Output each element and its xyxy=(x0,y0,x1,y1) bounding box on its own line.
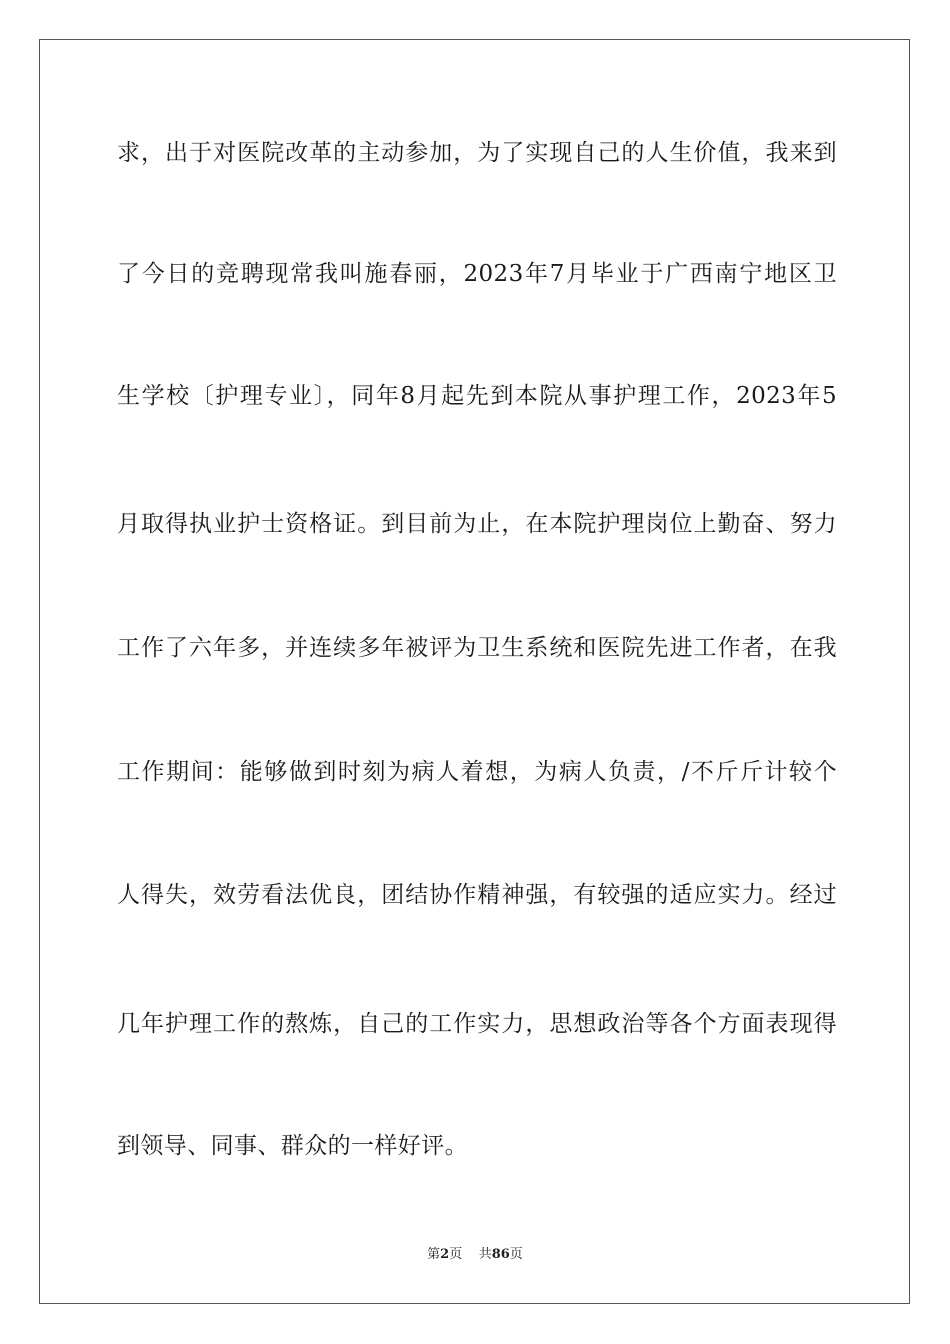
footer-page-prefix: 第 xyxy=(427,1247,441,1262)
body-line-9: 到领导、同事、群众的一样好评。 xyxy=(117,1133,468,1159)
body-line-8: 几年护理工作的熬炼，自己的工作实力，思想政治等各个方面表现得 xyxy=(117,1011,837,1037)
footer-total-unit: 页 xyxy=(509,1247,523,1262)
page-footer xyxy=(0,1247,950,1263)
page-border xyxy=(39,39,910,1304)
body-line-5: 工作了六年多，并连续多年被评为卫生系统和医院先进工作者，在我 xyxy=(117,635,837,661)
footer-page-number: 2 xyxy=(440,1247,450,1262)
body-line-4: 月取得执业护士资格证。到目前为止，在本院护理岗位上勤奋、努力 xyxy=(117,511,837,537)
body-line-6: 工作期间：能够做到时刻为病人着想，为病人负责，/不斤斤计较个 xyxy=(117,759,837,785)
body-line-7: 人得失，效劳看法优良，团结协作精神强，有较强的适应实力。经过 xyxy=(117,882,837,908)
body-line-2: 了今日的竞聘现常我叫施春丽，2023年7月毕业于广西南宁地区卫 xyxy=(117,261,837,287)
footer-page-unit: 页 xyxy=(449,1247,463,1262)
footer-total-prefix: 共 xyxy=(478,1247,492,1262)
body-line-1: 求，出于对医院改革的主动参加，为了实现自己的人生价值，我来到 xyxy=(117,140,837,166)
body-line-3: 生学校〔护理专业〕，同年8月起先到本院从事护理工作，2023年5 xyxy=(117,383,837,409)
footer-total-number: 86 xyxy=(491,1247,510,1262)
